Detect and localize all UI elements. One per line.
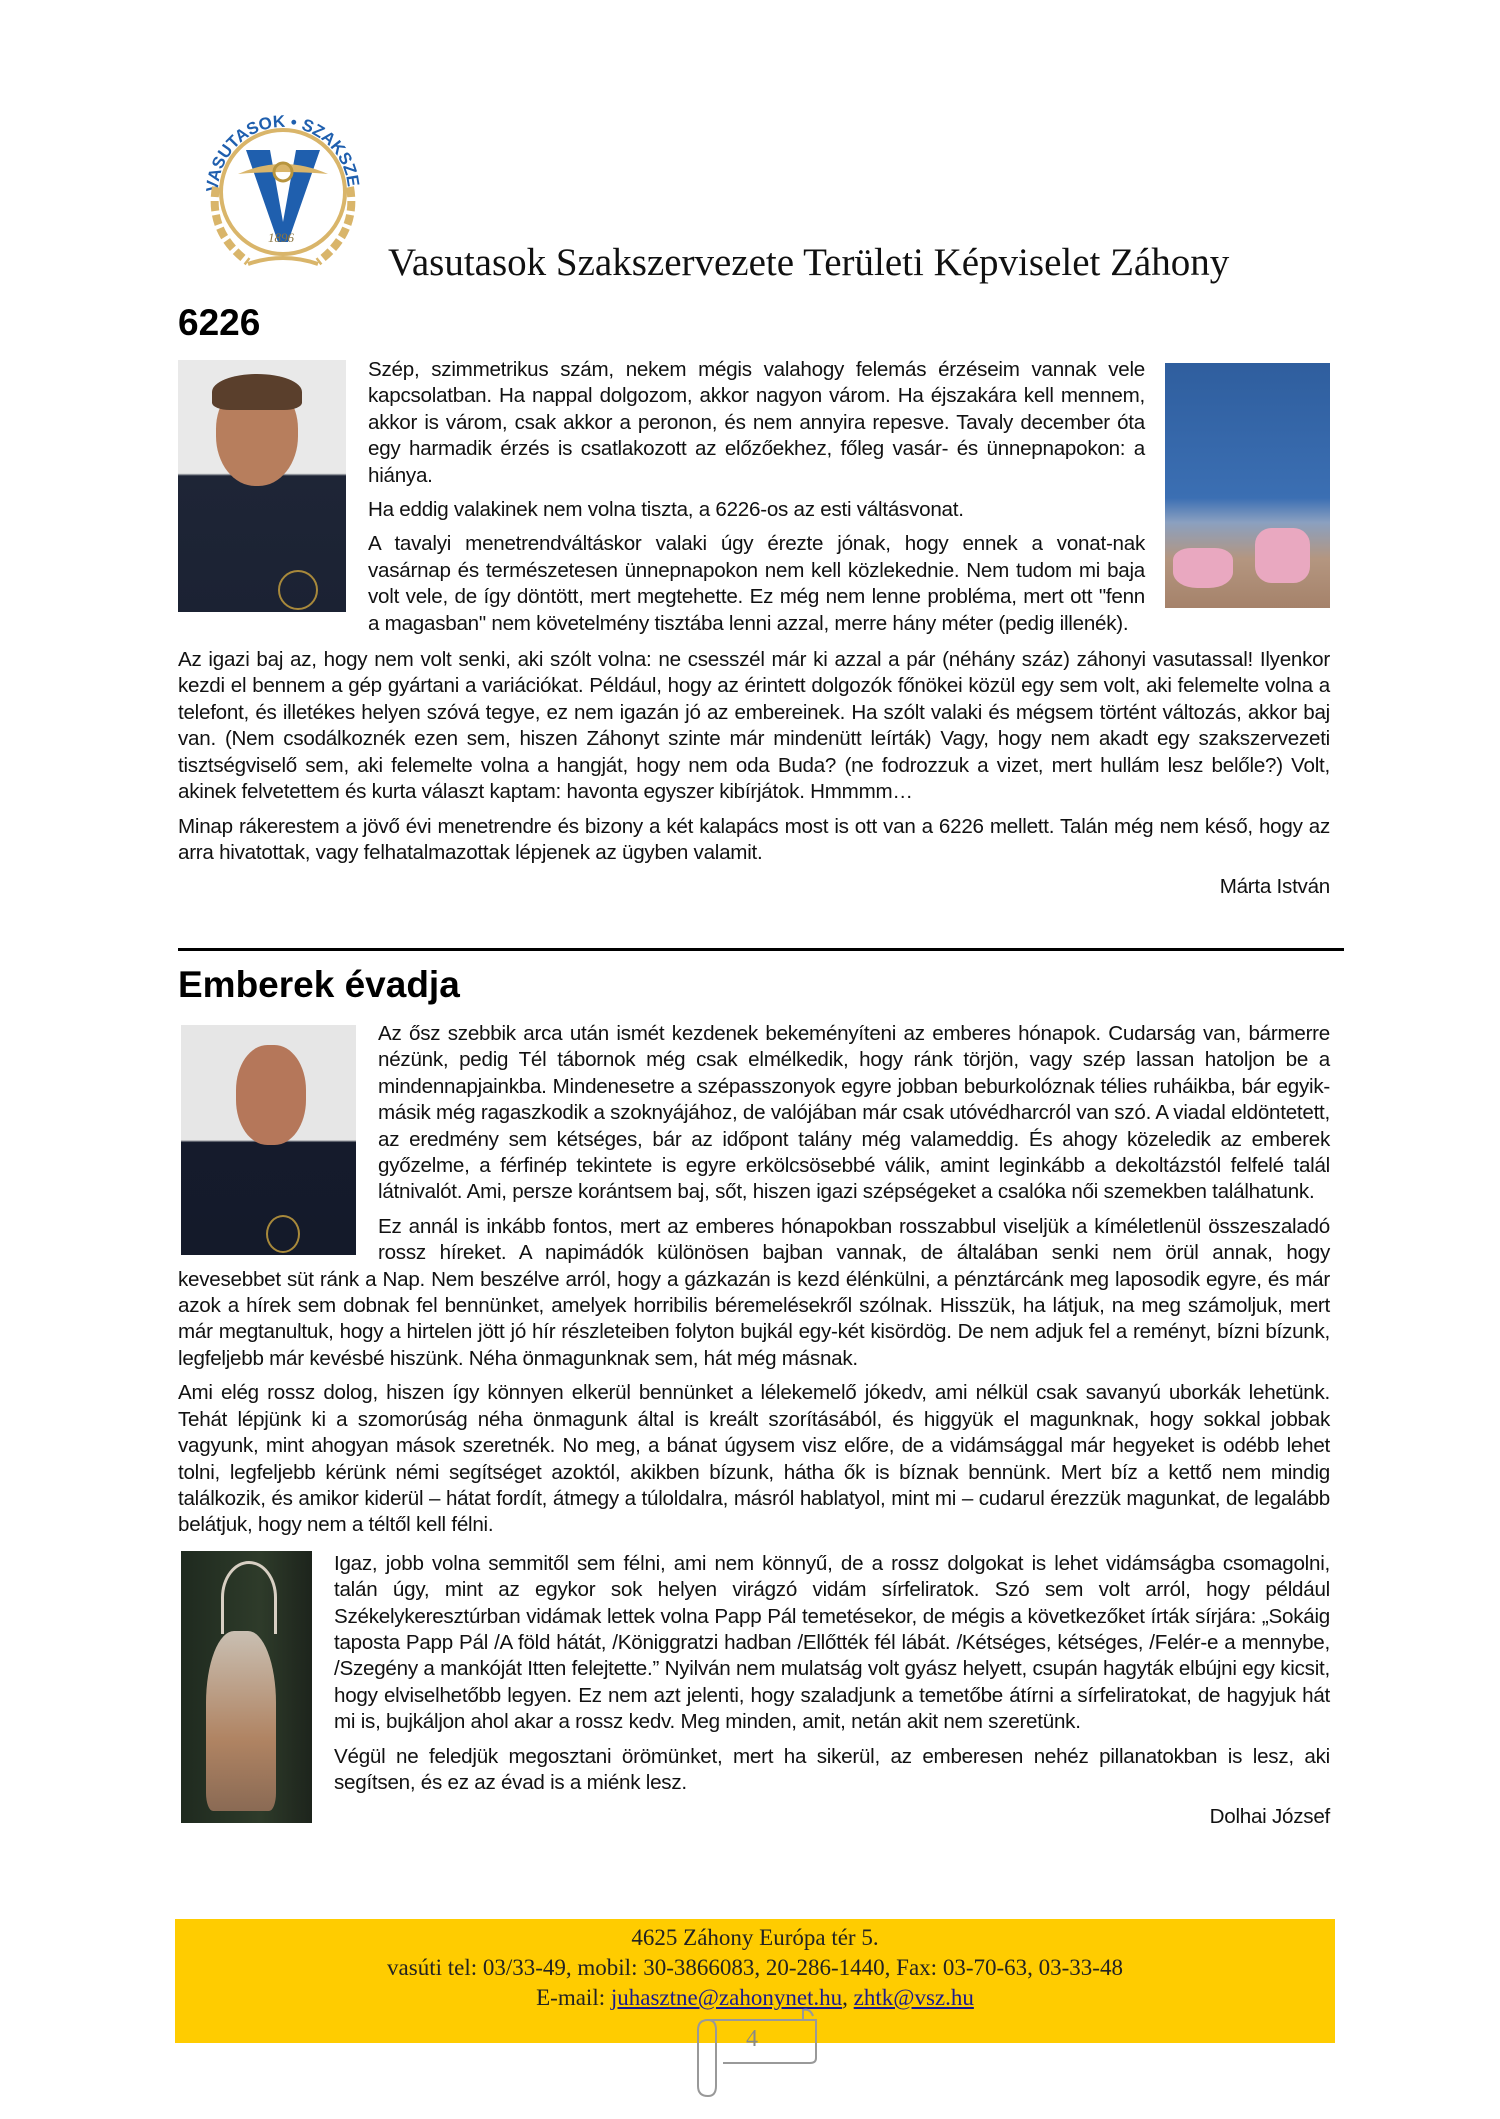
article-paragraph: Végül ne feledjük megosztani örömünket, mert ha sikerül, az emberesen nehéz pillanatokban is lesz, aki segítsen, és ez az évad is a miénk lesz. [334,1744,1330,1794]
page-number-scroll [688,2008,828,2098]
email-separator: , [842,1985,854,2010]
article-paragraph: Az igazi baj az, hogy nem volt senki, aki szólt volna: ne csesszél már ki azzal a pár (néhány száz) záhonyi vasutassal! Ilyenkor kezdi el bennem a gép gyártani a variációkat. Például, hogy az érintett dolgozók főnökei közül egy sem volt, aki felemelte volna a telefont, és illetékes helyen szóvá tegye, ez nem igazán jó az embereinek. Ha szólt valaki és mégsem történt változás, akkor baj van. (Nem csodálkoznék ezen sem, hiszen Záhonyt szinte már mindenütt leírták) Vagy, hogy nem akadt egy szakszervezeti tisztségviselő sem, aki felemelte volna a hangját, hogy nem oda Buda? (ne fodrozzuk a vizet, mert hullám lesz belőle?) Volt, akinek felvetettem és kurta választ kaptam: havonta egyszer kibírjátok. Hmmmm… [178,648,1330,804]
section-divider [178,948,1344,951]
author-photo-dolhai-jozsef [181,1025,356,1255]
article-paragraph: Minap rákerestem a jövő évi menetrendre és bizony a két kalapács most is ott van a 6226 mellett. Talán még nem késő, hogy az arra hivatottak, vagy felhatalmazottak lépjenek az ügyben valamit. [178,814,1330,864]
article-title-6226: 6226 [178,302,261,343]
footer-address: 4625 Záhony Európa tér 5. [631,1925,879,1950]
article-paragraph: A tavalyi menetrendváltáskor valaki úgy érezte jónak, hogy ennek a vonat-nak vasárnap és természetesen ünnepnapokon nem kell közlekednie. Nem tudom mi baja volt vele, de így döntött, mert megtehette. Ez még nem lenne probléma, mert ott "fenn a magasban" nem követelmény tisztába lenni azzal, merre hány méter (pedig illenék). [368,532,1145,635]
union-logo [188,92,378,277]
article-emberek-evadja [178,1021,1330,1831]
email-link-juhasztne[interactable]: juhasztne@zahonynet.hu [610,1985,843,2010]
organization-title: Vasutasok Szakszervezete Területi Képviselet Záhony [388,241,1230,284]
footer-phones: vasúti tel: 03/33-49, mobil: 30-3866083, 20-286-1440, Fax: 03-70-63, 03-33-48 [387,1955,1123,1980]
page-number: 4 [746,2026,758,2052]
article-6226 [178,357,1330,901]
article-paragraph: Szép, szimmetrikus szám, nekem mégis valahogy felemás érzéseim vannak vele kapcsolatban. Ha nappal dolgozom, akkor nagyon várom. Ha éjszakára kell mennem, akkor is várom, csak akkor a peronon, és nem annyira repesve. Tavaly december óta egy harmadik érzés is csatlakozott az előzőekhez, főleg vasár- és ünnepnapokon: a hiánya. [368,358,1145,487]
article-title-emberek-evadja: Emberek évadja [178,964,460,1005]
svg-text:VASUTASOK • SZAKSZERVEZETE: VASUTASOK • SZAKSZE [202,111,363,193]
article-paragraph: Ami elég rossz dolog, hiszen így könnyen elkerül bennünket a lélekemelő jókedv, ami nélkül csak savanyú uborkák lehetünk. Tehát lépjünk ki a szomorúság néha önmagunk által is kreált szorításából, és higgyük el magunknak, hogy sokkal jobbak vagyunk, mint ahogyan mások szeretnék. No meg, a bánat úgysem visz előre, de a vidámsággal már hegyeket is odébb lehet tolni, legfeljebb kérünk némi segítséget azoktól, akikben bízunk, hátha ők is bíznak bennünk. Mert bíz a kettő nem mindig találkozik, és amikor kiderül – hátat fordít, átmegy a túloldalra, másról hablatyol, mint mi – cudarul érezzük magunkat, de legalább belátjuk, hogy nem a téltől kell félni. [178,1381,1330,1537]
article-author: Márta István [1219,875,1330,899]
article-paragraph: Ha eddig valakinek nem volna tiszta, a 6226-os az esti váltásvonat. [368,498,964,522]
email-label: E-mail: [536,1985,611,2010]
email-link-zhtk[interactable]: zhtk@vsz.hu [853,1985,974,2010]
article-author: Dolhai József [1209,1805,1330,1829]
author-photo-marta-istvan [178,360,346,612]
deer-photo [181,1551,312,1823]
svg-text:1896: 1896 [268,230,294,245]
article-paragraph: Igaz, jobb volna semmitől sem félni, ami nem könnyű, de a rossz dolgokat is lehet vidámságba csomagolni, talán úgy, mint az egykor sok helyen virágzó vidám sírfeliratok. Szó sem volt arról, hogy például Székelykeresztúrban vidámak lettek volna Papp Pál temetésekor, de mégis a következőket írták sírjára: „Sokáig taposta Papp Pál /A föld hátát, /Königgratzi hadban /Ellőtték fél lábát. /Kétséges, kétséges, /Felér-e a mennybe, /Szegény a mankóját Itten felejtette.” Nyilván nem mulatság volt gyász helyett, csupán hagyták elbújni egy kicsit, hogy elviselhetőbb legyen. Ez nem azt jelenti, hogy szaladjunk a temetőbe átírni a sírfeliratokat, de hagyjuk hát mi is, bujkáljon ahol akar a rossz kedv. Meg minden, amit, netán akit nem szeretünk. [334,1551,1330,1734]
article-paragraph: Az ősz szebbik arca után ismét kezdenek bekeményíteni az emberes hónapok. Cudarság van, bármerre nézünk, pedig Tél tábornok még csak elmélkedik, hogy ránk törjön, vagy szép lassan hatoljon be a mindennapjainkba. Mindenesetre a szépasszonyok egyre jobban beburkolóznak télies ruháikba, bár egyik-másik még ragaszkodik a szoknyájához, de valójában már csak utóvédharcról van szó. A viadal eldöntetett, az eredmény sem kétséges, bár az időpont talány még valameddig. És ahogy közeledik az emberek győzelme, a férfinép tekintete is egyre erkölcsösebbé válik, amint leginkább a dekoltázstól felfelé talál látnivalót. Ami, persze korántsem baj, sőt, hiszen igazi szépségeket a csalóka női szemekben találhatunk. [378,1022,1330,1204]
article-paragraph: Ez annál is inkább fontos, mert az emberes hónapokban rosszabbul viseljük a kíméletlenül összeszaladó rossz híreket. A napimádók különösen bajban vannak, de általában senki nem örül annak, hogy kevesebbet süt ránk a Nap. Nem beszélve arról, hogy a gázkazán is kezd élénkülni, a pénztárcánk meg laposodik egyre, és már azok a hírek sem dobnak fel bennünket, amelyek horribilis béremelésekről szólnak. Hisszük, ha látjuk, na meg számoljuk, mert már megtanultuk, hogy a hirtelen jött jó hír részleteiben folyton bujkál egy-két kisördög. De nem adjuk fel a reményt, bízni bízunk, legfeljebb már kevésbé hiszünk. Néha önmagunknak sem, hát még másnak. [178,1214,1330,1370]
sneakers-photo [1165,363,1330,608]
